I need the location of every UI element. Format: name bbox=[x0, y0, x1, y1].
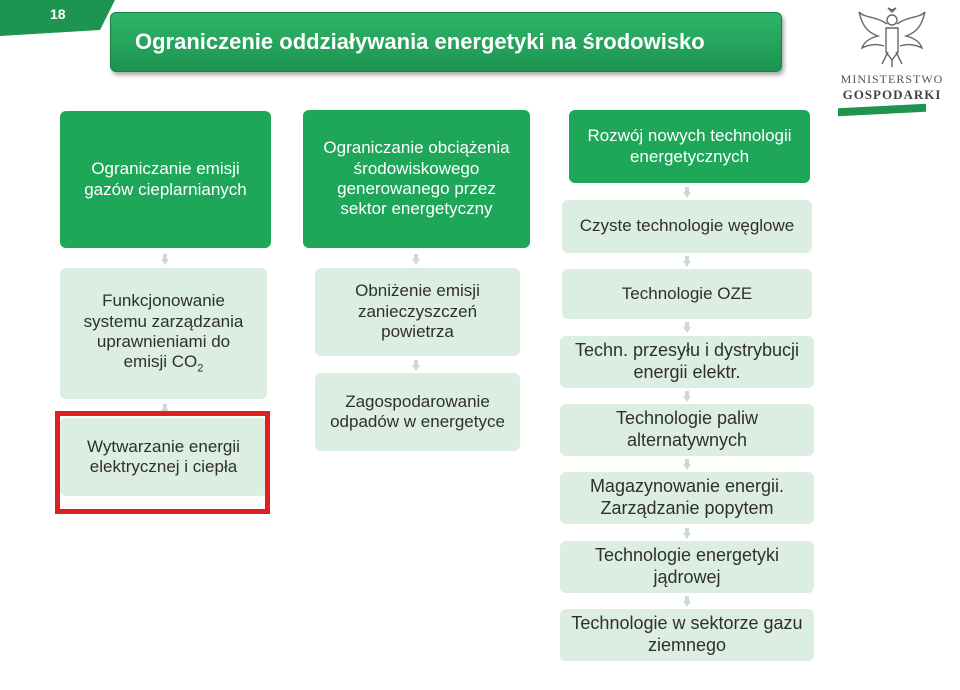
right-item-6-text: Technologie energetyki jądrowej bbox=[594, 545, 780, 587]
connector-arrow bbox=[683, 533, 691, 539]
slide-number: 18 bbox=[50, 6, 66, 22]
right-header-text: Rozwój nowych technologii energetycznych bbox=[587, 126, 792, 166]
middle-item-air-pollution bbox=[315, 268, 520, 356]
logo-text-line1: MINISTERSTWO bbox=[840, 72, 944, 86]
logo-text-line2: GOSPODARKI bbox=[842, 87, 942, 102]
connector-arrow bbox=[683, 261, 691, 267]
connector-arrow bbox=[683, 396, 691, 402]
left-item-2-text: Wytwarzanie energii elektrycznej i ciepła bbox=[87, 436, 240, 476]
connector-arrow bbox=[683, 327, 691, 333]
connector-arrow bbox=[161, 259, 169, 265]
middle-item-1-text: Obniżenie emisji zanieczyszczeń powietrza bbox=[355, 281, 480, 342]
right-item-alt-fuels bbox=[560, 404, 814, 456]
slide-number-tab bbox=[0, 0, 115, 36]
right-item-natural-gas bbox=[560, 609, 814, 661]
right-item-7-text: Technologie w sektorze gazu ziemnego bbox=[571, 613, 803, 655]
highlight-frame bbox=[55, 411, 270, 514]
left-column-header bbox=[60, 111, 271, 248]
right-item-3-text: Techn. przesyłu i dystrybucji energii elektr. bbox=[574, 340, 800, 382]
logo-green-bar bbox=[838, 104, 926, 117]
middle-item-2-text: Zagospodarowanie odpadów w energetyce bbox=[330, 391, 505, 431]
connector-arrow bbox=[412, 259, 420, 265]
slide-title: Ograniczenie oddziaływania energetyki na środowisko bbox=[135, 29, 705, 54]
right-item-transmission bbox=[560, 336, 814, 388]
middle-column-header bbox=[303, 110, 530, 248]
ministry-logo bbox=[832, 6, 952, 118]
left-item-emissions-trading bbox=[60, 268, 267, 399]
right-item-oze bbox=[562, 269, 812, 319]
connector-arrow bbox=[683, 601, 691, 607]
connector-arrow bbox=[683, 192, 691, 198]
middle-item-waste bbox=[315, 373, 520, 451]
right-item-clean-coal bbox=[562, 200, 812, 253]
co2-subscript: 2 bbox=[197, 362, 204, 375]
middle-header-text: Ograniczanie obciążenia środowiskowego generowanego przez sektor energetyczny bbox=[323, 138, 510, 219]
right-item-nuclear bbox=[560, 541, 814, 593]
right-item-storage bbox=[560, 472, 814, 524]
right-item-5-text: Magazynowanie energii. Zarządzanie popytem bbox=[589, 476, 785, 518]
right-column-header bbox=[569, 110, 810, 183]
connector-arrow bbox=[683, 464, 691, 470]
connector-arrow bbox=[412, 365, 420, 371]
right-item-1-text: Czyste technologie węglowe bbox=[579, 216, 795, 236]
eagle-emblem-icon bbox=[856, 6, 928, 68]
title-banner bbox=[110, 12, 782, 72]
right-item-2-text: Technologie OZE bbox=[621, 283, 753, 303]
left-header-text: Ograniczanie emisji gazów cieplarnianych bbox=[84, 159, 247, 199]
left-item-1-text: Funkcjonowanie systemu zarządzania uprawnieniami do emisji $CO_2$ bbox=[83, 291, 244, 375]
right-item-4-text: Technologie paliw alternatywnych bbox=[615, 408, 759, 450]
